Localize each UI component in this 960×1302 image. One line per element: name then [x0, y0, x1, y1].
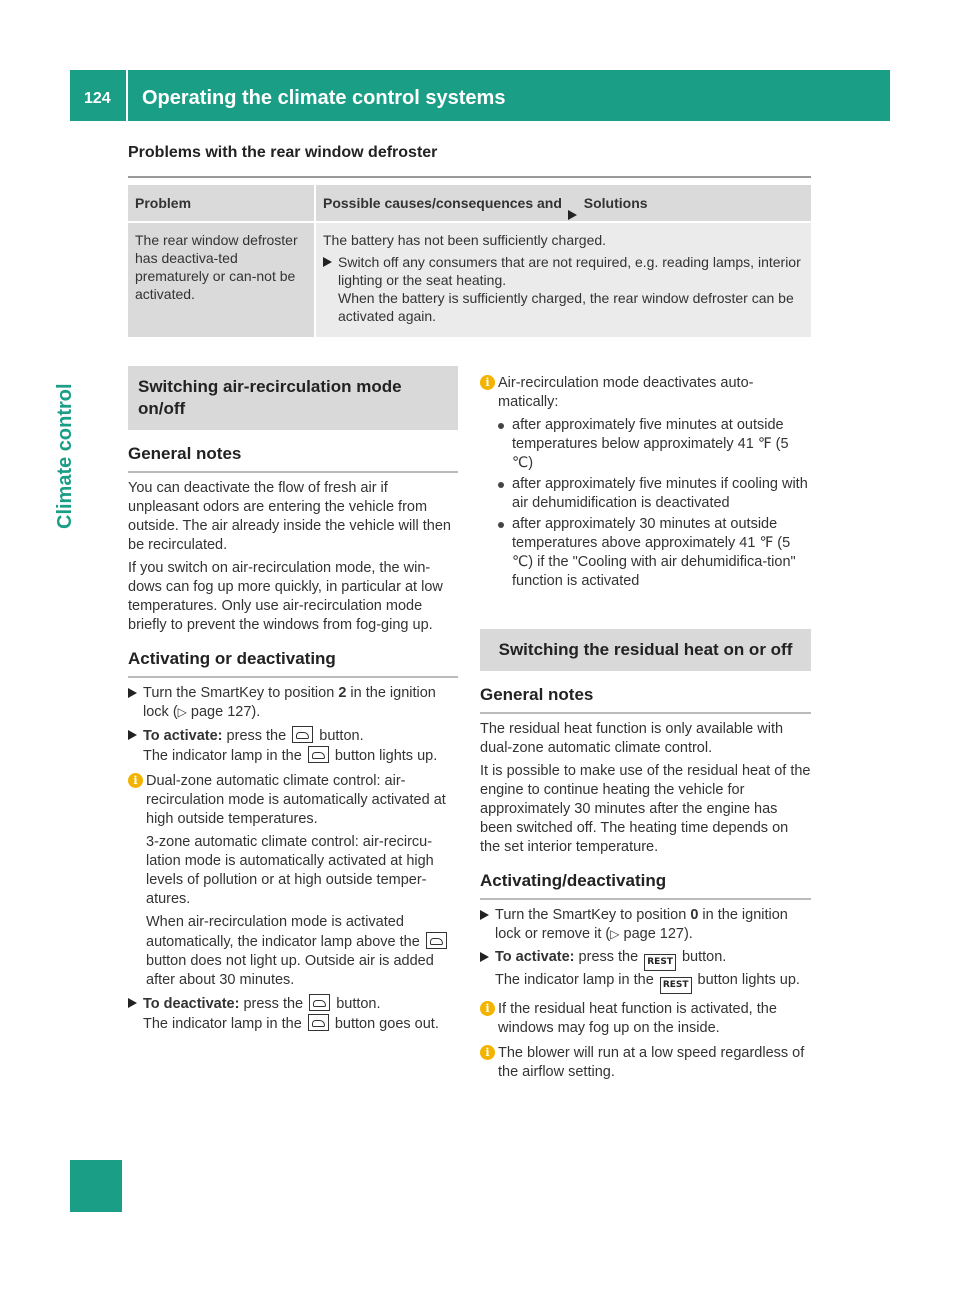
step-label: To deactivate:: [143, 996, 240, 1012]
step-turn-key: [128, 684, 458, 722]
info-note: [480, 1000, 811, 1038]
triangle-right-icon: [128, 730, 137, 740]
step-text: button lights up.: [334, 748, 438, 764]
info-icon: i: [480, 1045, 495, 1060]
step-label: To activate:: [495, 949, 575, 965]
triangle-right-icon: [480, 952, 489, 962]
list-item: [498, 515, 811, 591]
solution-step-text: Switch off any consumers that are not required, e.g. reading lamps, interior lighting or the seat heating.: [338, 254, 801, 288]
paragraph: You can deactivate the flow of fresh air if unpleasant odors are entering the vehicle from outside. The air already inside the vehicle will then be recirculated.: [128, 480, 451, 553]
subhead-general-notes: General notes: [480, 685, 811, 714]
step-label: To activate:: [143, 728, 223, 744]
header-divider: [126, 70, 128, 121]
air-recirculation-icon: [426, 932, 447, 949]
air-recirculation-icon: [308, 1014, 329, 1031]
triangle-right-icon: [323, 257, 332, 267]
section-title-residual-heat: Switching the residual heat on or off: [480, 629, 811, 671]
step-text: The indicator lamp in the: [143, 1016, 302, 1032]
step-text: Turn the SmartKey to position: [495, 907, 687, 923]
step-text: press the: [243, 996, 304, 1012]
note-text: Dual-zone automatic climate control: air-recirculation mode is automatically activated at high outside temperatures.: [146, 773, 446, 827]
note-text: Air-recirculation mode deactivates auto-matically:: [498, 375, 754, 410]
bullet-icon: [498, 423, 504, 429]
list-item: [498, 475, 811, 513]
problems-table: [128, 185, 811, 337]
step-deactivate: [128, 994, 458, 1034]
paragraph: If you switch on air-recirculation mode, the win-dows can fog up more quickly, in particular at low temperatures. Only use air-recirculation mode briefly to prevent the windows from fog-ging up.: [128, 560, 443, 633]
page-ref-icon: ▷: [177, 705, 187, 719]
note-text-part: When air-recirculation mode is activated automatically, the indicator lamp above the: [146, 914, 420, 950]
triangle-right-icon: [128, 688, 137, 698]
left-column: [128, 366, 458, 1038]
table-row: [128, 223, 811, 337]
page-reference: page 127).: [190, 704, 261, 720]
air-recirculation-icon: [292, 726, 313, 743]
step-text: in the ignition lock or remove it (: [495, 907, 788, 942]
page-reference: page 127).: [623, 926, 693, 942]
page-title: Operating the climate control systems: [142, 87, 506, 109]
note-text-part: button does not light up. Outside air is added after about 30 minutes.: [146, 953, 434, 988]
problem-cell: The rear window defroster has deactiva-ted prematurely or can-not be activated.: [128, 223, 314, 337]
step-text: The indicator lamp in the: [143, 748, 302, 764]
bullet-icon: [498, 522, 504, 528]
note-text: [146, 913, 458, 990]
triangle-right-icon: [480, 910, 489, 920]
info-note: [480, 374, 811, 591]
air-recirculation-icon: [309, 994, 330, 1011]
page-header: [70, 70, 890, 121]
key-position: 2: [338, 685, 347, 701]
side-tab-label: Climate control: [54, 383, 76, 529]
step-text: The indicator lamp in the: [495, 972, 654, 988]
step-text: Turn the SmartKey to position: [143, 685, 335, 701]
step-text: in the ignition lock (: [143, 685, 436, 720]
title-rule: [128, 176, 811, 178]
header-solutions-suffix: Solutions: [583, 195, 648, 211]
header-solutions-prefix: Possible causes/consequences and: [323, 195, 562, 211]
step-text: press the: [578, 949, 639, 965]
side-tab-marker: [70, 1160, 122, 1212]
subhead-activating: Activating or deactivating: [128, 649, 458, 678]
table-header-row: [128, 185, 811, 223]
note-text: 3-zone automatic climate control: air-recircu-lation mode is automatically activated at high levels of pollution or at high outside temper-atures.: [146, 834, 434, 907]
side-tab: [54, 121, 122, 1160]
list-item: [498, 416, 811, 473]
subhead-general-notes: General notes: [128, 444, 458, 473]
solution-step: [323, 253, 804, 325]
info-icon: i: [480, 1001, 495, 1016]
header-solutions: [314, 185, 811, 223]
bullet-list: [498, 416, 811, 591]
info-note: [480, 1044, 811, 1082]
list-item-text: after approximately five minutes if cooling with air dehumidification is deactivated: [512, 476, 808, 511]
step-activate: [128, 726, 458, 766]
rest-button-icon: REST: [660, 977, 692, 994]
right-column: [480, 374, 811, 1086]
note-text: The blower will run at a low speed regardless of the airflow setting.: [498, 1045, 805, 1080]
step-activate: [480, 948, 811, 994]
problems-title: Problems with the rear window defroster: [128, 144, 438, 161]
page-number: 124: [84, 90, 111, 107]
list-item-text: after approximately five minutes at outside temperatures below approximately 41 ℉ (5 ℃): [512, 417, 789, 471]
subhead-activating: Activating/deactivating: [480, 871, 811, 900]
list-item-text: after approximately 30 minutes at outside temperatures above approximately 41 ℉ (5 ℃) if the "Cooling with air dehumidifica-tion" function is activated: [512, 516, 796, 589]
paragraph: The residual heat function is only available with dual-zone automatic climate control.: [480, 721, 784, 756]
step-text: button.: [681, 949, 727, 965]
key-position: 0: [690, 907, 699, 923]
step-text: press the: [226, 728, 287, 744]
note-text: If the residual heat function is activated, the windows may fog up on the inside.: [498, 1001, 777, 1036]
info-icon: i: [128, 773, 143, 788]
section-title-air-recirculation: Switching air-recirculation mode on/off: [128, 366, 458, 430]
paragraph: It is possible to make use of the residual heat of the engine to continue heating the vehicle for approximately 30 minutes after the engine has been switched off. The heating time depends on the set interior temperature.: [480, 763, 811, 855]
triangle-right-icon: [128, 998, 137, 1008]
info-note: [128, 772, 458, 990]
solution-cell: [314, 223, 811, 337]
page-ref-icon: ▷: [610, 927, 620, 941]
bullet-icon: [498, 482, 504, 488]
step-text: button lights up.: [697, 972, 800, 988]
step-turn-key: [480, 906, 811, 944]
step-text: button goes out.: [334, 1016, 439, 1032]
info-icon: i: [480, 375, 495, 390]
cause-text: The battery has not been sufficiently charged.: [323, 232, 607, 248]
header-problem: Problem: [128, 185, 314, 223]
rest-button-icon: REST: [644, 954, 676, 971]
step-text: button.: [319, 728, 364, 744]
air-recirculation-icon: [308, 746, 329, 763]
solution-step-text-2: When the battery is sufficiently charged, the rear window defroster can be activated again.: [338, 290, 794, 324]
step-text: button.: [336, 996, 381, 1012]
